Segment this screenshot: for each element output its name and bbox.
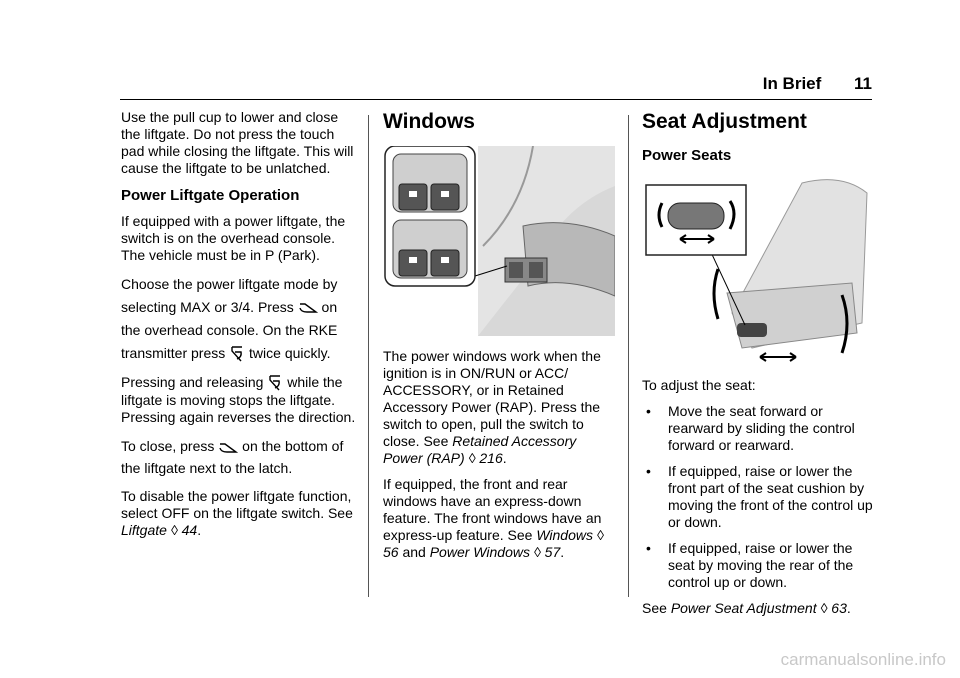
text: . — [197, 522, 202, 539]
paragraph — [121, 374, 357, 426]
cross-reference-link[interactable]: Liftgate — [121, 522, 167, 539]
list-item-text: Move the seat forward or rearward by sliding the control forward or rearward. — [668, 403, 855, 453]
rke-liftgate-icon — [229, 345, 245, 363]
page-number: 11 — [854, 74, 872, 93]
text: . — [502, 450, 507, 466]
bullet: • — [646, 463, 651, 479]
page-reference[interactable]: ◊ 44 — [170, 522, 198, 539]
power-seat-illustration — [642, 173, 874, 365]
watermark-text: carmanualsonline.info — [780, 650, 946, 669]
section-heading: Windows — [383, 110, 475, 133]
page-reference[interactable]: ◊ 63 — [820, 600, 847, 616]
paragraph: Use the pull cup to lower and close the liftgate. Do not press the touch pad while closing the liftgate. This will cause the liftgate to be unlatched. — [121, 109, 354, 176]
bullet: • — [646, 403, 651, 419]
text: Pressing and releasing — [121, 374, 264, 390]
text: To disable the power liftgate function, select OFF on the liftgate switch. See — [121, 488, 353, 522]
column-seat-adjustment — [642, 109, 874, 626]
text: The power windows work when the ignition is in ON/RUN or ACC/ ACCESSORY, or in Retained Accessory Power (RAP). Press the switch to open, pull the switch to close. See — [383, 348, 601, 449]
column-divider — [628, 115, 629, 597]
liftgate-icon — [298, 301, 318, 315]
window-switch-illustration — [383, 146, 615, 336]
cross-reference-link[interactable]: Retained Accessory Power (RAP) — [383, 433, 577, 466]
paragraph — [642, 600, 874, 617]
text: To close, press — [121, 438, 215, 455]
page-reference[interactable]: ◊ 57 — [533, 544, 561, 560]
text: and — [402, 544, 426, 560]
text: If equipped, the front and rear windows have an express-down feature. The front windows have an express-up feature. See — [383, 476, 602, 543]
text: on the overhead console. On the RKE transmitter press — [121, 299, 338, 361]
section-heading: Power Liftgate Operation — [121, 187, 300, 204]
subsection-heading: Power Seats — [642, 147, 732, 164]
text: on the bottom of the liftgate next to the latch. — [121, 438, 344, 477]
paragraph — [383, 476, 615, 561]
section-heading: Seat Adjustment — [642, 110, 807, 133]
rke-liftgate-icon — [267, 374, 283, 392]
page-reference[interactable]: ◊ 56 — [383, 527, 604, 560]
list-item — [642, 463, 874, 531]
page-reference[interactable]: ◊ 216 — [468, 450, 503, 466]
cross-reference-link[interactable]: Power Seat Adjustment — [670, 600, 817, 616]
cross-reference-link[interactable]: Windows — [536, 527, 593, 543]
text: Choose the power liftgate mode by selecting MAX or 3/4. Press — [121, 276, 338, 315]
liftgate-icon — [218, 441, 238, 455]
cross-reference-link[interactable]: Power Windows — [429, 544, 530, 560]
paragraph — [121, 488, 357, 539]
page-header — [763, 74, 872, 94]
header-rule — [120, 99, 872, 100]
column-windows — [383, 109, 615, 570]
list-item-text: If equipped, raise or lower the front part of the seat cushion by moving the front of the control up or down. — [668, 463, 873, 530]
bullet: • — [646, 540, 651, 556]
list-item — [642, 403, 874, 454]
text: twice quickly. — [249, 345, 331, 361]
text: while the liftgate is moving stops the liftgate. Pressing again reverses the direction. — [121, 374, 356, 426]
paragraph — [121, 273, 357, 365]
paragraph: If equipped with a power liftgate, the switch is on the overhead console. The vehicle must be in P (Park). — [121, 213, 346, 263]
paragraph — [383, 348, 615, 467]
section-title: In Brief — [762, 74, 822, 93]
list-item — [642, 540, 874, 591]
paragraph — [121, 435, 357, 479]
text: . — [560, 544, 565, 560]
list-item-text: If equipped, raise or lower the seat by moving the rear of the control up or down. — [668, 540, 854, 590]
text: See — [642, 600, 667, 616]
column-liftgate — [121, 109, 357, 548]
column-divider — [368, 115, 369, 597]
paragraph: To adjust the seat: — [642, 377, 756, 393]
text: . — [846, 600, 851, 616]
